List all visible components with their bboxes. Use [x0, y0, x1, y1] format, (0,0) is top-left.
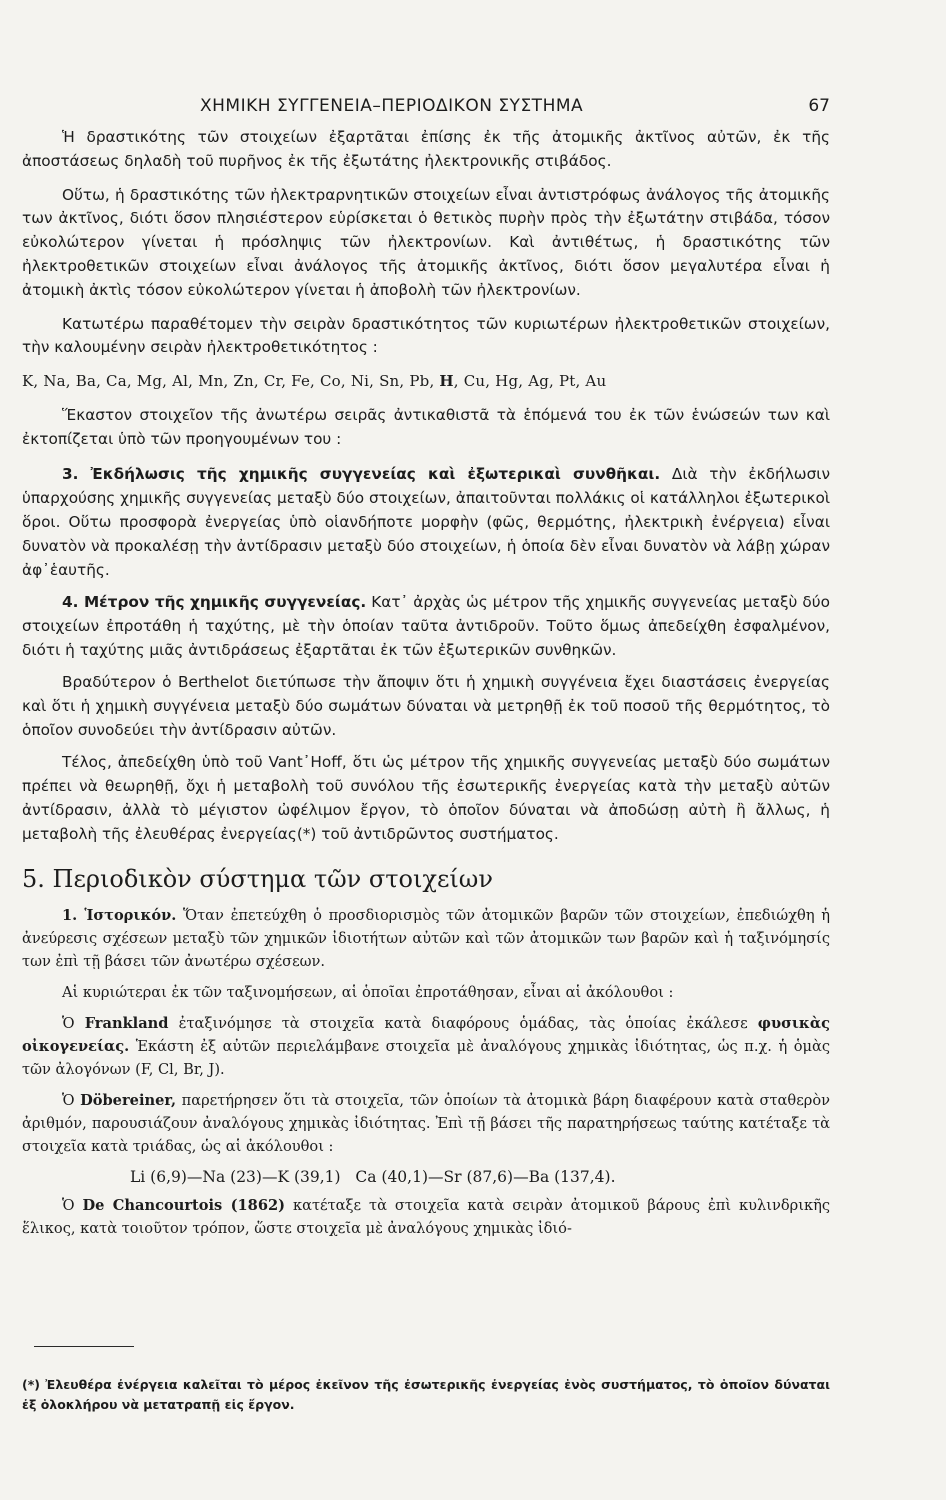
text: παρετήρησεν ὅτι τὰ στοιχεῖα, τῶν ὁποίων τὰ ἀτομικὰ βάρη διαφέρουν κατὰ σταθερὸν ἀριθμόν, παρουσιάζουν ἀναλόγους χημικὰς ἰδιότητας. Ἐπὶ τῇ βάσει τῆς παρατηρήσεως ταύτης κατέταξε τὰ στοιχεῖα κατὰ τριάδας, ὡς αἱ ἀκόλουθοι : — [22, 1091, 830, 1155]
name-dobereiner: Döbereiner, — [80, 1091, 177, 1109]
term-natural-families: φυσικὰς οἰκογενείας. — [22, 1014, 830, 1055]
subsection-heading: 4. Μέτρον τῆς χημικῆς συγγενείας. — [62, 592, 367, 611]
footnote-divider — [34, 1346, 134, 1347]
electropositivity-series — [22, 370, 830, 394]
dobereiner-paragraph — [22, 1089, 830, 1158]
subsection-heading: 3. Ἐκδήλωσις τῆς χημικῆς συγγενείας καὶ ἐξωτερικαὶ συνθῆκαι. — [62, 464, 661, 483]
paragraph: Τέλος, ἀπεδείχθη ὑπὸ τοῦ Vant᾽Hoff, ὅτι ὡς μέτρον τῆς χημικῆς συγγενείας μεταξὺ δύο σωμάτων πρέπει νὰ θεωρηθῇ, ὄχι ἡ μεταβολὴ τοῦ συνόλου τῆς ἐσωτερικῆς ἐνεργείας κατὰ τὴν μεταξὺ αὐτῶν ἀντίδρασιν, ἀλλὰ τὸ μέγιστον ὠφέλιμον ἔργον, τὸ ὁποῖον δύναται νὰ ἀποδώσῃ αὐτὴ ἢ ἄλλως, ἡ μεταβολὴ τῆς ἐλευθέρας ἐνεργείας(*) τοῦ ἀντιδρῶντος συστήματος. — [22, 752, 830, 843]
text: Ὁ — [62, 1196, 83, 1214]
text: ἐταξινόμησε τὰ στοιχεῖα κατὰ διαφόρους ὁμάδας, τὰς ὁποίας ἐκάλεσε — [168, 1014, 758, 1032]
series-text: K, Na, Ba, Ca, Mg, Al, Mn, Zn, Cr, Fe, Co, Ni, Sn, Pb, — [22, 372, 440, 391]
subsection-heading: 1. Ἱστορικόν. — [62, 906, 177, 924]
paragraph: Αἱ κυριώτεραι ἐκ τῶν ταξινομήσεων, αἱ ὁποῖαι ἐπροτάθησαν, εἶναι αἱ ἀκόλουθοι : — [62, 983, 674, 1001]
triads-line — [130, 1168, 830, 1186]
triad-1: Li (6,9)—Na (23)—K (39,1) — [130, 1167, 341, 1186]
section-title: 5. Περιοδικὸν σύστημα τῶν στοιχείων — [22, 864, 493, 893]
page-body — [22, 126, 830, 1248]
chancourtois-paragraph — [22, 1194, 830, 1240]
subsection-text: Ὅταν ἐπετεύχθη ὁ προσδιορισμὸς τῶν ἀτομικῶν βαρῶν τῶν στοιχείων, ἐπεδιώχθη ἡ ἀνεύρεσις σχέσεων μεταξὺ τῶν χημικῶν ἰδιοτήτων αὐτῶν καὶ τῶν ἀτομικῶν των βαρῶν καὶ ἡ ταξινόμησίς των ἐπὶ τῇ βάσει τῶν ἀνωτέρω σχέσεων. — [22, 906, 830, 970]
subsection-3 — [22, 462, 830, 582]
paragraph: Οὕτω, ἡ δραστικότης τῶν ἠλεκτραρνητικῶν στοιχείων εἶναι ἀντιστρόφως ἀνάλογος τῆς ἀτομικῆς των ἀκτῖνος, διότι ὅσον πλησιέστερον εὑρίσκεται ὁ θετικὸς πυρὴν πρὸς τὴν ἐξωτάτην στιβάδα, τόσον εὐκολώτερον γίνεται ἡ πρόσληψις τῶν ἠλεκτρονίων. Καὶ ἀντιθέτως, ἡ δραστικότης τῶν ἠλεκτροθετικῶν στοιχείων εἶναι ἀνάλογος τῆς ἀτομικῆς ἀκτῖνος, διότι ὅσον μεγαλυτέρα εἶναι ἡ ἀτομικὴ ἀκτὶς τόσον εὐκολώτερον γίνεται ἡ ἀποβολὴ τῶν ἠλεκτρονίων. — [22, 185, 830, 299]
name-frankland: Frankland — [84, 1014, 169, 1032]
text: κατέταξε τὰ στοιχεῖα κατὰ σειρὰν ἀτομικοῦ βάρους ἐπὶ κυλινδρικῆς ἕλικος, κατὰ τοιοῦτον τρόπον, ὥστε στοιχεῖα μὲ ἀναλόγους χημικὰς ἰδιό- — [22, 1196, 830, 1237]
paragraph: Ἕκαστον στοιχεῖον τῆς ἀνωτέρω σειρᾶς ἀντικαθιστᾶ τὰ ἑπόμενά του ἐκ τῶν ἑνώσεών των καὶ ἐκτοπίζεται ὑπὸ τῶν προηγουμένων του : — [22, 405, 830, 448]
series-hydrogen: H — [439, 372, 454, 391]
page-header — [200, 96, 830, 120]
triad-2: Ca (40,1)—Sr (87,6)—Ba (137,4). — [355, 1167, 616, 1186]
subsection-text: Διὰ τὴν ἐκδήλωσιν ὑπαρχούσης χημικῆς συγγενείας μεταξὺ δύο στοιχείων, ἀπαιτοῦνται πολλάκις οἱ κατάλληλοι ἐξωτερικοὶ ὅροι. Οὕτω προσφορὰ ἐνεργείας ὑπὸ οἱανδήποτε μορφὴν (φῶς, θερμότης, ἠλεκτρικὴ ἐνέργεια) εἶναι δυνατὸν νὰ προκαλέσῃ τὴν ἀντίδρασιν μεταξὺ δύο στοιχείων, ἡ ὁποία δὲν εἶναι δυνατὸν νὰ λάβῃ χώραν ἀφ᾽ἑαυτῆς. — [22, 464, 830, 579]
page-number: 67 — [808, 96, 830, 116]
paragraph: Κατωτέρω παραθέτομεν τὴν σειρὰν δραστικότητος τῶν κυριωτέρων ἠλεκτροθετικῶν στοιχείων, τὴν καλουμένην σειρὰν ἠλεκτροθετικότητος : — [22, 314, 830, 357]
text: Ὁ — [62, 1091, 81, 1109]
frankland-paragraph — [22, 1012, 830, 1081]
subsection-text: Κατ᾽ ἀρχὰς ὡς μέτρον τῆς χημικῆς συγγενείας μεταξὺ δύο στοιχείων ἐπροτάθη ἡ ταχύτης, μὲ τὴν ὁποίαν ταῦτα ἀντιδροῦν. Τοῦτο ὅμως ἀπεδείχθη ἐσφαλμένον, διότι ἡ ταχύτης μιᾶς ἀντιδράσεως ἐξαρτᾶται ἐκ τῶν ἐξωτερικῶν συνθηκῶν. — [22, 592, 830, 659]
footnote: (*) Ἐλευθέρα ἐνέργεια καλεῖται τὸ μέρος ἐκεῖνον τῆς ἐσωτερικῆς ἐνεργείας ἑνὸς συστήματος, τὸ ὁποῖον δύναται ἐξ ὁλοκλήρου νὰ μετατραπῇ εἰς ἔργον. — [22, 1376, 830, 1412]
text: Ὁ — [62, 1014, 85, 1032]
paragraph: Βραδύτερον ὁ Berthelot διετύπωσε τὴν ἄποψιν ὅτι ἡ χημικὴ συγγένεια ἔχει διαστάσεις ἐνεργείας καὶ ὅτι ἡ χημικὴ συγγένεια μεταξὺ δύο σωμάτων δύναται νὰ μετρηθῇ ἐκ τοῦ ποσοῦ τῆς θερμότητος, τὸ ὁποῖον συνοδεύει τὴν ἀντίδρασιν αὐτῶν. — [22, 672, 830, 739]
subsection-4 — [22, 590, 830, 662]
paragraph: Ἡ δραστικότης τῶν στοιχείων ἐξαρτᾶται ἐπίσης ἐκ τῆς ἀτομικῆς ἀκτῖνος αὐτῶν, ἐκ τῆς ἀποστάσεως δηλαδὴ τοῦ πυρῆνος ἐκ τῆς ἐξωτάτης ἠλεκτρονικῆς στιβάδος. — [22, 128, 830, 170]
text: Ἑκάστη ἐξ αὐτῶν περιελάμβανε στοιχεῖα μὲ ἀναλόγους χημικὰς ἰδιότητας, ὡς π.χ. ἡ ὁμὰς τῶν ἀλογόνων (F, Cl, Br, J). — [22, 1037, 830, 1078]
series-text: , Cu, Hg, Ag, Pt, Au — [453, 372, 607, 391]
running-title: ΧΗΜΙΚΗ ΣΥΓΓΕΝΕΙΑ–ΠΕΡΙΟΔΙΚΟΝ ΣΥΣΤΗΜΑ — [200, 96, 584, 116]
name-chancourtois: De Chancourtois (1862) — [82, 1196, 286, 1214]
subsection-history — [22, 904, 830, 973]
